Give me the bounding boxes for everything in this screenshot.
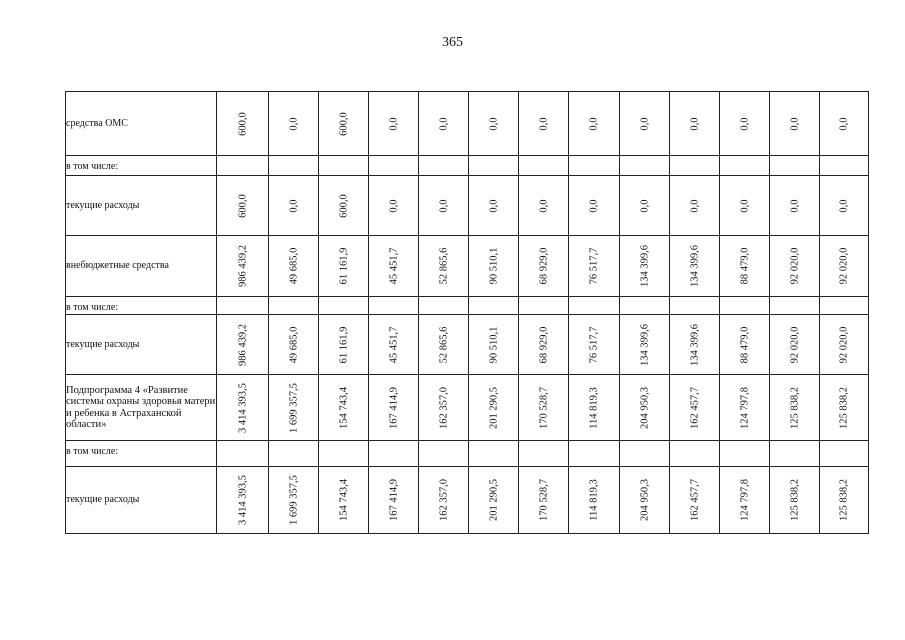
value-cell xyxy=(670,467,720,534)
value-cell xyxy=(620,156,670,176)
cell-value: 0,0 xyxy=(538,116,549,131)
value-cell xyxy=(419,315,469,375)
value-cell xyxy=(217,315,269,375)
value-cell xyxy=(620,375,670,441)
cell-value: 0,0 xyxy=(588,116,600,131)
value-cell xyxy=(519,467,569,534)
table-row xyxy=(66,315,869,375)
value-cell xyxy=(217,467,269,534)
value-cell xyxy=(217,236,269,297)
table-row xyxy=(66,375,869,441)
value-cell xyxy=(620,467,670,534)
cell-value: 52 865,6 xyxy=(438,326,449,363)
value-cell xyxy=(770,375,820,441)
value-cell xyxy=(217,441,269,467)
cell-value: 0,0 xyxy=(739,116,750,131)
row-label: текущие расходы xyxy=(66,176,217,236)
cell-value: 600,0 xyxy=(237,193,248,218)
value-cell xyxy=(369,375,419,441)
subheader-row xyxy=(66,441,869,467)
value-cell xyxy=(670,92,720,156)
cell-value: 0,0 xyxy=(739,198,750,213)
cell-value: 76 517,7 xyxy=(588,326,600,363)
cell-value: 134 399,6 xyxy=(689,245,700,287)
row-label: текущие расходы xyxy=(66,315,217,375)
cell-value: 170 528,7 xyxy=(538,386,549,429)
cell-value: 92 020,0 xyxy=(789,326,800,363)
value-cell xyxy=(269,441,319,467)
cell-value: 204 950,3 xyxy=(639,386,650,429)
value-cell xyxy=(469,441,519,467)
value-cell xyxy=(770,297,820,315)
cell-value: 125 838,2 xyxy=(838,479,850,521)
value-cell xyxy=(720,176,770,236)
value-cell xyxy=(620,236,670,297)
value-cell xyxy=(469,176,519,236)
row-label: текущие расходы xyxy=(66,467,217,534)
value-cell xyxy=(319,467,369,534)
value-cell xyxy=(319,441,369,467)
value-cell xyxy=(569,375,620,441)
value-cell xyxy=(469,315,519,375)
value-cell xyxy=(369,176,419,236)
value-cell xyxy=(770,236,820,297)
cell-value: 3 414 393,5 xyxy=(237,475,248,525)
value-cell xyxy=(217,92,269,156)
value-cell xyxy=(369,156,419,176)
value-cell xyxy=(217,176,269,236)
cell-value: 92 020,0 xyxy=(838,247,850,285)
value-cell xyxy=(419,441,469,467)
cell-value: 0,0 xyxy=(588,198,600,213)
subheader-row xyxy=(66,156,869,176)
cell-value: 134 399,6 xyxy=(639,245,650,287)
cell-value: 204 950,3 xyxy=(639,479,650,521)
value-cell xyxy=(419,467,469,534)
value-cell xyxy=(469,297,519,315)
value-cell xyxy=(720,441,770,467)
value-cell xyxy=(569,236,620,297)
value-cell xyxy=(217,297,269,315)
page-number: 365 xyxy=(442,35,463,50)
value-cell xyxy=(469,92,519,156)
cell-value: 0,0 xyxy=(488,198,499,213)
table-row xyxy=(66,467,869,534)
cell-value: 0,0 xyxy=(639,116,650,131)
value-cell xyxy=(620,297,670,315)
cell-value: 0,0 xyxy=(438,116,449,131)
value-cell xyxy=(569,92,620,156)
value-cell xyxy=(620,92,670,156)
table-row xyxy=(66,176,869,236)
value-cell xyxy=(620,315,670,375)
value-cell xyxy=(419,375,469,441)
cell-value: 600,0 xyxy=(338,111,349,136)
value-cell xyxy=(770,441,820,467)
value-cell xyxy=(369,441,419,467)
value-cell xyxy=(419,297,469,315)
value-cell xyxy=(720,315,770,375)
value-cell xyxy=(519,92,569,156)
value-cell xyxy=(569,441,620,467)
table-body xyxy=(66,92,869,534)
cell-value: 154 743,4 xyxy=(338,479,349,521)
value-cell xyxy=(720,236,770,297)
cell-value: 114 819,3 xyxy=(588,386,600,429)
cell-value: 92 020,0 xyxy=(789,247,800,285)
value-cell xyxy=(319,375,369,441)
value-cell xyxy=(720,92,770,156)
value-cell xyxy=(820,315,869,375)
value-cell xyxy=(519,441,569,467)
cell-value: 201 290,5 xyxy=(488,386,499,429)
value-cell xyxy=(419,92,469,156)
cell-value: 0,0 xyxy=(288,116,299,131)
cell-value: 600,0 xyxy=(237,111,248,136)
value-cell xyxy=(319,156,369,176)
value-cell xyxy=(569,467,620,534)
value-cell xyxy=(469,156,519,176)
cell-value: 88 479,0 xyxy=(739,326,750,363)
cell-value: 49 685,0 xyxy=(288,247,299,285)
row-label: внебюджетные средства xyxy=(66,236,217,297)
value-cell xyxy=(820,441,869,467)
value-cell xyxy=(569,156,620,176)
cell-value: 1 699 357,5 xyxy=(288,382,299,433)
value-cell xyxy=(469,236,519,297)
value-cell xyxy=(469,467,519,534)
value-cell xyxy=(419,156,469,176)
cell-value: 0,0 xyxy=(789,116,800,131)
value-cell xyxy=(670,297,720,315)
value-cell xyxy=(519,156,569,176)
value-cell xyxy=(469,375,519,441)
cell-value: 1 699 357,5 xyxy=(288,475,299,525)
value-cell xyxy=(720,156,770,176)
value-cell xyxy=(369,236,419,297)
value-cell xyxy=(569,315,620,375)
value-cell xyxy=(820,92,869,156)
cell-value: 167 414,9 xyxy=(388,386,399,429)
budget-table-container xyxy=(65,91,869,534)
cell-value: 3 414 393,5 xyxy=(237,382,248,433)
value-cell xyxy=(419,176,469,236)
cell-value: 90 510,1 xyxy=(488,247,499,285)
cell-value: 134 399,6 xyxy=(689,323,700,366)
cell-value: 162 357,0 xyxy=(438,386,449,429)
cell-value: 986 439,2 xyxy=(237,323,248,366)
cell-value: 68 929,0 xyxy=(538,247,549,285)
cell-value: 0,0 xyxy=(388,198,399,213)
cell-value: 76 517,7 xyxy=(588,247,600,285)
value-cell xyxy=(369,467,419,534)
cell-value: 45 451,7 xyxy=(388,247,399,285)
value-cell xyxy=(569,297,620,315)
value-cell xyxy=(820,297,869,315)
value-cell xyxy=(269,92,319,156)
cell-value: 0,0 xyxy=(288,198,299,213)
value-cell xyxy=(770,315,820,375)
cell-value: 0,0 xyxy=(689,198,700,213)
cell-value: 167 414,9 xyxy=(388,479,399,521)
cell-value: 61 161,9 xyxy=(338,326,349,363)
value-cell xyxy=(269,156,319,176)
cell-value: 124 797,8 xyxy=(739,386,750,429)
value-cell xyxy=(519,315,569,375)
value-cell xyxy=(319,236,369,297)
value-cell xyxy=(519,297,569,315)
cell-value: 125 838,2 xyxy=(789,386,800,429)
cell-value: 162 457,7 xyxy=(689,479,700,521)
value-cell xyxy=(269,375,319,441)
value-cell xyxy=(269,176,319,236)
cell-value: 125 838,2 xyxy=(789,479,800,521)
value-cell xyxy=(720,375,770,441)
cell-value: 45 451,7 xyxy=(388,326,399,363)
value-cell xyxy=(770,176,820,236)
subheader-row xyxy=(66,297,869,315)
value-cell xyxy=(369,297,419,315)
cell-value: 0,0 xyxy=(438,198,449,213)
cell-value: 0,0 xyxy=(488,116,499,131)
value-cell xyxy=(519,176,569,236)
value-cell xyxy=(269,315,319,375)
cell-value: 134 399,6 xyxy=(639,323,650,366)
cell-value: 124 797,8 xyxy=(739,479,750,521)
subheader-label: в том числе: xyxy=(66,297,217,315)
value-cell xyxy=(519,375,569,441)
cell-value: 68 929,0 xyxy=(538,326,549,363)
cell-value: 49 685,0 xyxy=(288,326,299,363)
cell-value: 0,0 xyxy=(789,198,800,213)
value-cell xyxy=(670,156,720,176)
cell-value: 170 528,7 xyxy=(538,479,549,521)
value-cell xyxy=(820,467,869,534)
cell-value: 0,0 xyxy=(538,198,549,213)
value-cell xyxy=(319,176,369,236)
cell-value: 52 865,6 xyxy=(438,247,449,285)
value-cell xyxy=(319,315,369,375)
value-cell xyxy=(720,467,770,534)
value-cell xyxy=(519,236,569,297)
budget-table xyxy=(65,91,869,534)
cell-value: 986 439,2 xyxy=(237,245,248,287)
table-row xyxy=(66,236,869,297)
cell-value: 0,0 xyxy=(838,116,850,131)
cell-value: 162 457,7 xyxy=(689,386,700,429)
value-cell xyxy=(770,467,820,534)
value-cell xyxy=(269,467,319,534)
value-cell xyxy=(369,315,419,375)
value-cell xyxy=(269,297,319,315)
cell-value: 154 743,4 xyxy=(338,386,349,429)
value-cell xyxy=(569,176,620,236)
value-cell xyxy=(820,176,869,236)
subheader-label: в том числе: xyxy=(66,441,217,467)
cell-value: 0,0 xyxy=(388,116,399,131)
value-cell xyxy=(820,156,869,176)
row-label: средства ОМС xyxy=(66,92,217,156)
cell-value: 88 479,0 xyxy=(739,247,750,285)
cell-value: 0,0 xyxy=(838,198,850,213)
subheader-label: в том числе: xyxy=(66,156,217,176)
cell-value: 600,0 xyxy=(338,193,349,218)
table-row xyxy=(66,92,869,156)
value-cell xyxy=(319,92,369,156)
value-cell xyxy=(217,156,269,176)
value-cell xyxy=(670,176,720,236)
value-cell xyxy=(670,441,720,467)
value-cell xyxy=(770,156,820,176)
cell-value: 0,0 xyxy=(689,116,700,131)
value-cell xyxy=(770,92,820,156)
cell-value: 201 290,5 xyxy=(488,479,499,521)
cell-value: 0,0 xyxy=(639,198,650,213)
value-cell xyxy=(670,375,720,441)
value-cell xyxy=(620,176,670,236)
value-cell xyxy=(620,441,670,467)
cell-value: 61 161,9 xyxy=(338,247,349,285)
row-label: Подпрограмма 4 «Развитие системы охраны здоровья матери и ребенка в Астраханской области» xyxy=(66,375,217,441)
value-cell xyxy=(820,236,869,297)
value-cell xyxy=(319,297,369,315)
cell-value: 125 838,2 xyxy=(838,386,850,429)
value-cell xyxy=(670,236,720,297)
cell-value: 114 819,3 xyxy=(588,479,600,521)
cell-value: 90 510,1 xyxy=(488,326,499,363)
value-cell xyxy=(820,375,869,441)
value-cell xyxy=(369,92,419,156)
value-cell xyxy=(269,236,319,297)
value-cell xyxy=(419,236,469,297)
value-cell xyxy=(217,375,269,441)
cell-value: 92 020,0 xyxy=(838,326,850,363)
value-cell xyxy=(720,297,770,315)
cell-value: 162 357,0 xyxy=(438,479,449,521)
value-cell xyxy=(670,315,720,375)
